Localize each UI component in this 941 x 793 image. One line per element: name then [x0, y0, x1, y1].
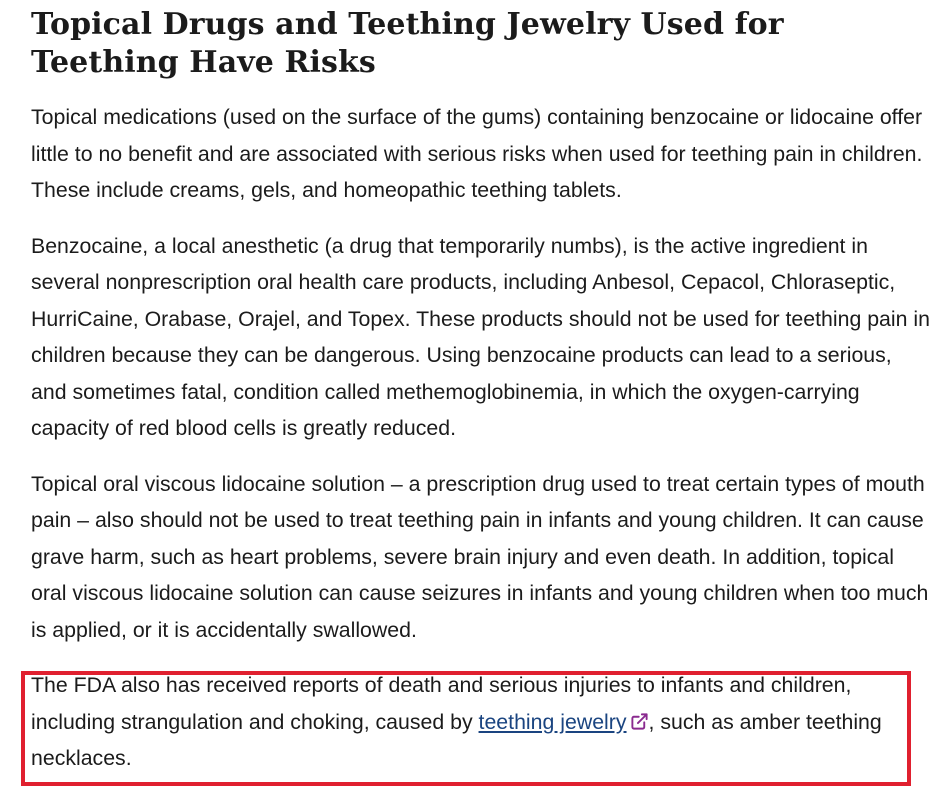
- paragraph-text-before: The FDA also has received reports of death and serious injuries to infants and children, including strangulation and choking, caused by: [31, 673, 852, 734]
- paragraph-lidocaine: Topical oral viscous lidocaine solution – a prescription drug used to treat certain types of mouth pain – also should not be used to treat teething pain in infants and young children. It can cause grave harm, such as heart problems, severe brain injury and even death. In addition, topical oral viscous lidocaine solution can cause seizures in infants and young children when too much is applied, or it is accidentally swallowed.: [31, 471, 929, 642]
- paragraph-teething-jewelry: [31, 667, 931, 777]
- paragraph-benzocaine: Benzocaine, a local anesthetic (a drug that temporarily numbs), is the active ingredient in several nonprescription oral health care products, including Anbesol, Cepacol, Chloraseptic, HurriCaine, Orabase, Orajel, and Topex. These products should not be used for teething pain in children because they can be dangerous. Using benzocaine products can lead to a serious, and sometimes fatal, condition called methemoglobinemia, in which the oxygen-carrying capacity of red blood cells is greatly reduced.: [31, 233, 930, 440]
- teething-jewelry-link[interactable]: teething jewelry: [478, 709, 627, 734]
- paragraph-text-after: , such as amber teething necklaces.: [31, 709, 882, 770]
- external-link-icon[interactable]: [630, 706, 649, 725]
- paragraph-topical-medications: Topical medications (used on the surface of the gums) containing benzocaine or lidocaine offer little to no benefit and are associated with serious risks when used for teething pain in children. These include creams, gels, and homeopathic teething tablets.: [31, 105, 923, 202]
- article-section: [31, 0, 931, 777]
- section-heading: Topical Drugs and Teething Jewelry Used for Teething Have Risks: [31, 7, 784, 80]
